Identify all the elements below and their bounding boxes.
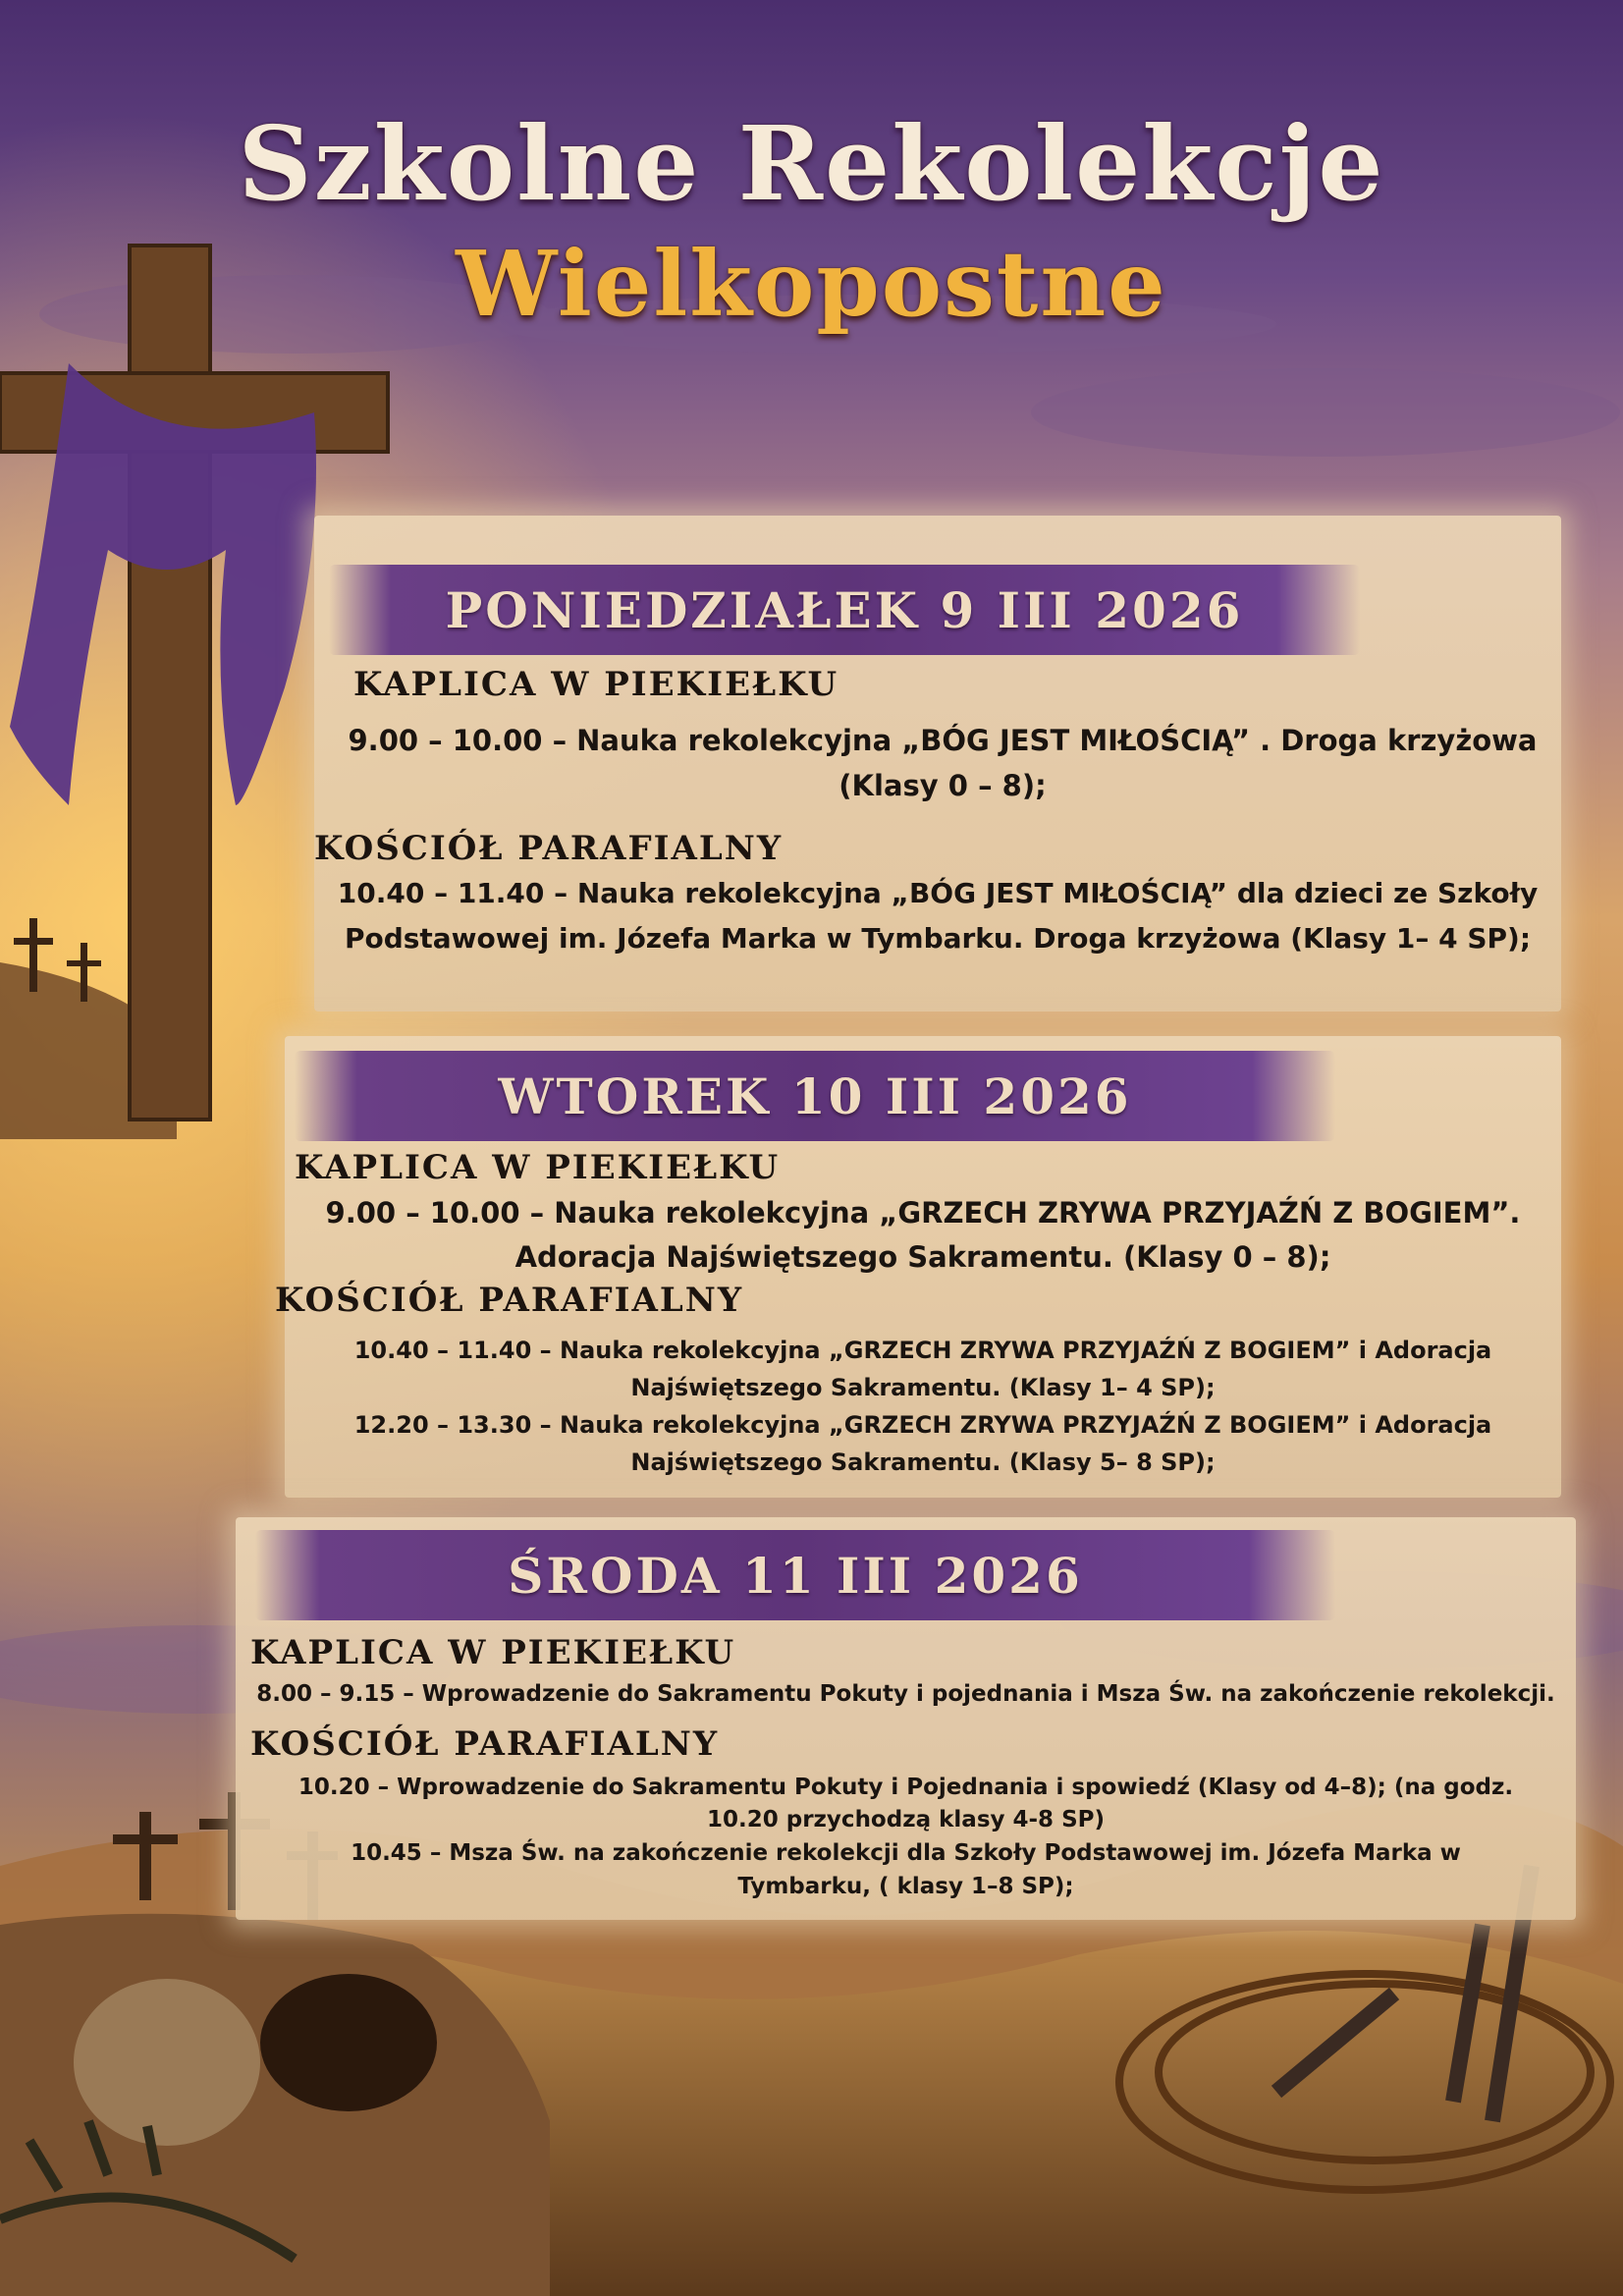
- schedule-line: 10.40 – 11.40 – Nauka rekolekcyjna „BÓG JEST MIŁOŚCIĄ” dla dzieci ze Szkoły: [337, 877, 1539, 909]
- day-banner-2: [295, 1051, 1335, 1141]
- schedule-line: 10.40 – 11.40 – Nauka rekolekcyjna „GRZECH ZRYWA PRZYJAŹŃ Z BOGIEM” i Adoracja: [353, 1337, 1492, 1364]
- location-name: KAPLICA W PIEKIEŁKU: [353, 665, 839, 704]
- location-name: KOŚCIÓŁ PARAFIALNY: [275, 1281, 744, 1320]
- location-name: KAPLICA W PIEKIEŁKU: [295, 1148, 781, 1187]
- location-name: KOŚCIÓŁ PARAFIALNY: [314, 829, 784, 868]
- day-date-2: WTOREK 10 III 2026: [498, 1066, 1132, 1125]
- location-name: KAPLICA W PIEKIEŁKU: [250, 1633, 736, 1672]
- schedule-line: Podstawowej im. Józefa Marka w Tymbarku. Droga krzyżowa (Klasy 1– 4 SP);: [344, 922, 1532, 955]
- schedule-line: 8.00 – 9.15 – Wprowadzenie do Sakramentu Pokuty i pojednania i Msza Św. na zakończenie rekolekcji.: [256, 1681, 1555, 1707]
- schedule-line: 10.20 – Wprowadzenie do Sakramentu Pokuty i Pojednania i spowiedź (Klasy od 4–8); (na godz.: [298, 1775, 1514, 1800]
- schedule-line: 12.20 – 13.30 – Nauka rekolekcyjna „GRZECH ZRYWA PRZYJAŹŃ Z BOGIEM” i Adoracja: [353, 1411, 1492, 1439]
- title-line2: Wielkopostne: [456, 231, 1167, 337]
- day-date-1: PONIEDZIAŁEK 9 III 2026: [445, 580, 1244, 639]
- day-banner-1: [329, 565, 1360, 655]
- schedule-line: Najświętszego Sakramentu. (Klasy 5– 8 SP);: [630, 1449, 1216, 1476]
- day-banner-3: [255, 1530, 1335, 1620]
- location-name: KOŚCIÓŁ PARAFIALNY: [250, 1724, 720, 1764]
- schedule-line: 9.00 – 10.00 – Nauka rekolekcyjna „BÓG JEST MIŁOŚCIĄ” . Droga krzyżowa: [348, 724, 1538, 757]
- schedule-line: 10.45 – Msza Św. na zakończenie rekolekcji dla Szkoły Podstawowej im. Józefa Marka w: [351, 1840, 1461, 1866]
- schedule-line: Najświętszego Sakramentu. (Klasy 1– 4 SP);: [630, 1374, 1216, 1401]
- schedule-line: (Klasy 0 – 8);: [839, 769, 1047, 802]
- schedule-line: 9.00 – 10.00 – Nauka rekolekcyjna „GRZECH ZRYWA PRZYJAŹŃ Z BOGIEM”.: [325, 1196, 1521, 1230]
- title-line1: Szkolne Rekolekcje: [238, 103, 1385, 224]
- day-date-3: ŚRODA 11 III 2026: [508, 1546, 1083, 1605]
- schedule-line: Tymbarku, ( klasy 1–8 SP);: [737, 1874, 1074, 1899]
- schedule-line: 10.20 przychodzą klasy 4-8 SP): [706, 1807, 1105, 1832]
- schedule-line: Adoracja Najświętszego Sakramentu. (Klasy 0 – 8);: [514, 1240, 1331, 1274]
